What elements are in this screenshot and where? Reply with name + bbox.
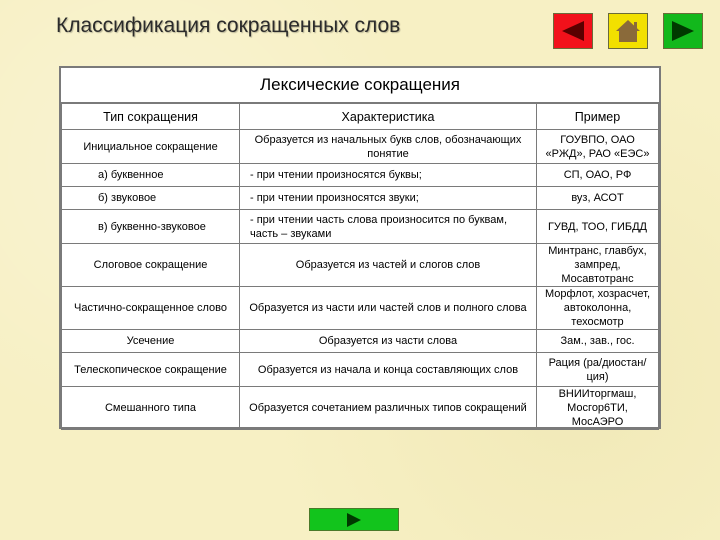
type-cell: а) буквенное [62,164,240,187]
header-type: Тип сокращения [62,104,240,130]
characteristic-cell: Образуется из части или частей слов и полного слова [240,287,537,330]
table-row [62,210,659,244]
example-cell: Зам., зав., гос. [537,330,659,353]
type-cell: Частично-сокращенное слово [62,287,240,330]
forward-button[interactable] [663,13,703,49]
abbreviation-table [61,103,659,430]
type-cell: Усечение [62,330,240,353]
characteristic-cell: - при чтении произносятся звуки; [240,187,537,210]
table-row [62,244,659,287]
characteristic-cell: - при чтении часть слова произносится по буквам, часть – звуками [240,210,537,244]
characteristic-cell: Образуется из частей и слогов слов [240,244,537,287]
table-row [62,164,659,187]
table-row [62,287,659,330]
example-cell: Рация (ра/диостан/ция) [537,353,659,387]
next-slide-button[interactable] [309,508,399,531]
characteristic-cell: Образуется из части слова [240,330,537,353]
type-cell: Смешанного типа [62,387,240,430]
header-example: Пример [537,104,659,130]
triangle-right-icon [344,512,364,528]
example-cell: Морфлот, хозрасчет, автоколонна, техосмотр [537,287,659,330]
triangle-left-icon [558,19,588,43]
example-cell: ГУВД, ТОО, ГИБДД [537,210,659,244]
example-cell: Минтранс, главбух, зампред, Мосавтотранс [537,244,659,287]
home-button[interactable] [608,13,648,49]
characteristic-cell: Образуется из начала и конца составляющих слов [240,353,537,387]
characteristic-cell: - при чтении произносятся буквы; [240,164,537,187]
example-cell: вуз, АСОТ [537,187,659,210]
type-cell: Слоговое сокращение [62,244,240,287]
table-row [62,130,659,164]
example-cell: ГОУВПО, ОАО «РЖД», РАО «ЕЭС» [537,130,659,164]
type-cell: Инициальное сокращение [62,130,240,164]
table-row [62,187,659,210]
type-cell: б) звуковое [62,187,240,210]
characteristic-cell: Образуется из начальных букв слов, обозначающих понятие [240,130,537,164]
example-cell: СП, ОАО, РФ [537,164,659,187]
type-cell: в) буквенно-звуковое [62,210,240,244]
back-button[interactable] [553,13,593,49]
header-characteristic: Характеристика [240,104,537,130]
type-cell: Телескопическое сокращение [62,353,240,387]
characteristic-cell: Образуется сочетанием различных типов сокращений [240,387,537,430]
example-cell: ВНИИторгмаш, Мосгор6ТИ, МосАЭРО [537,387,659,430]
table-caption: Лексические сокращения [61,68,659,103]
triangle-right-icon [668,19,698,43]
table-row [62,330,659,353]
slide-title: Классификация сокращенных слов [56,14,401,37]
table-row [62,387,659,430]
table-row [62,353,659,387]
table-header-row [62,104,659,130]
abbreviation-table-panel [59,66,661,429]
home-icon [613,17,643,45]
